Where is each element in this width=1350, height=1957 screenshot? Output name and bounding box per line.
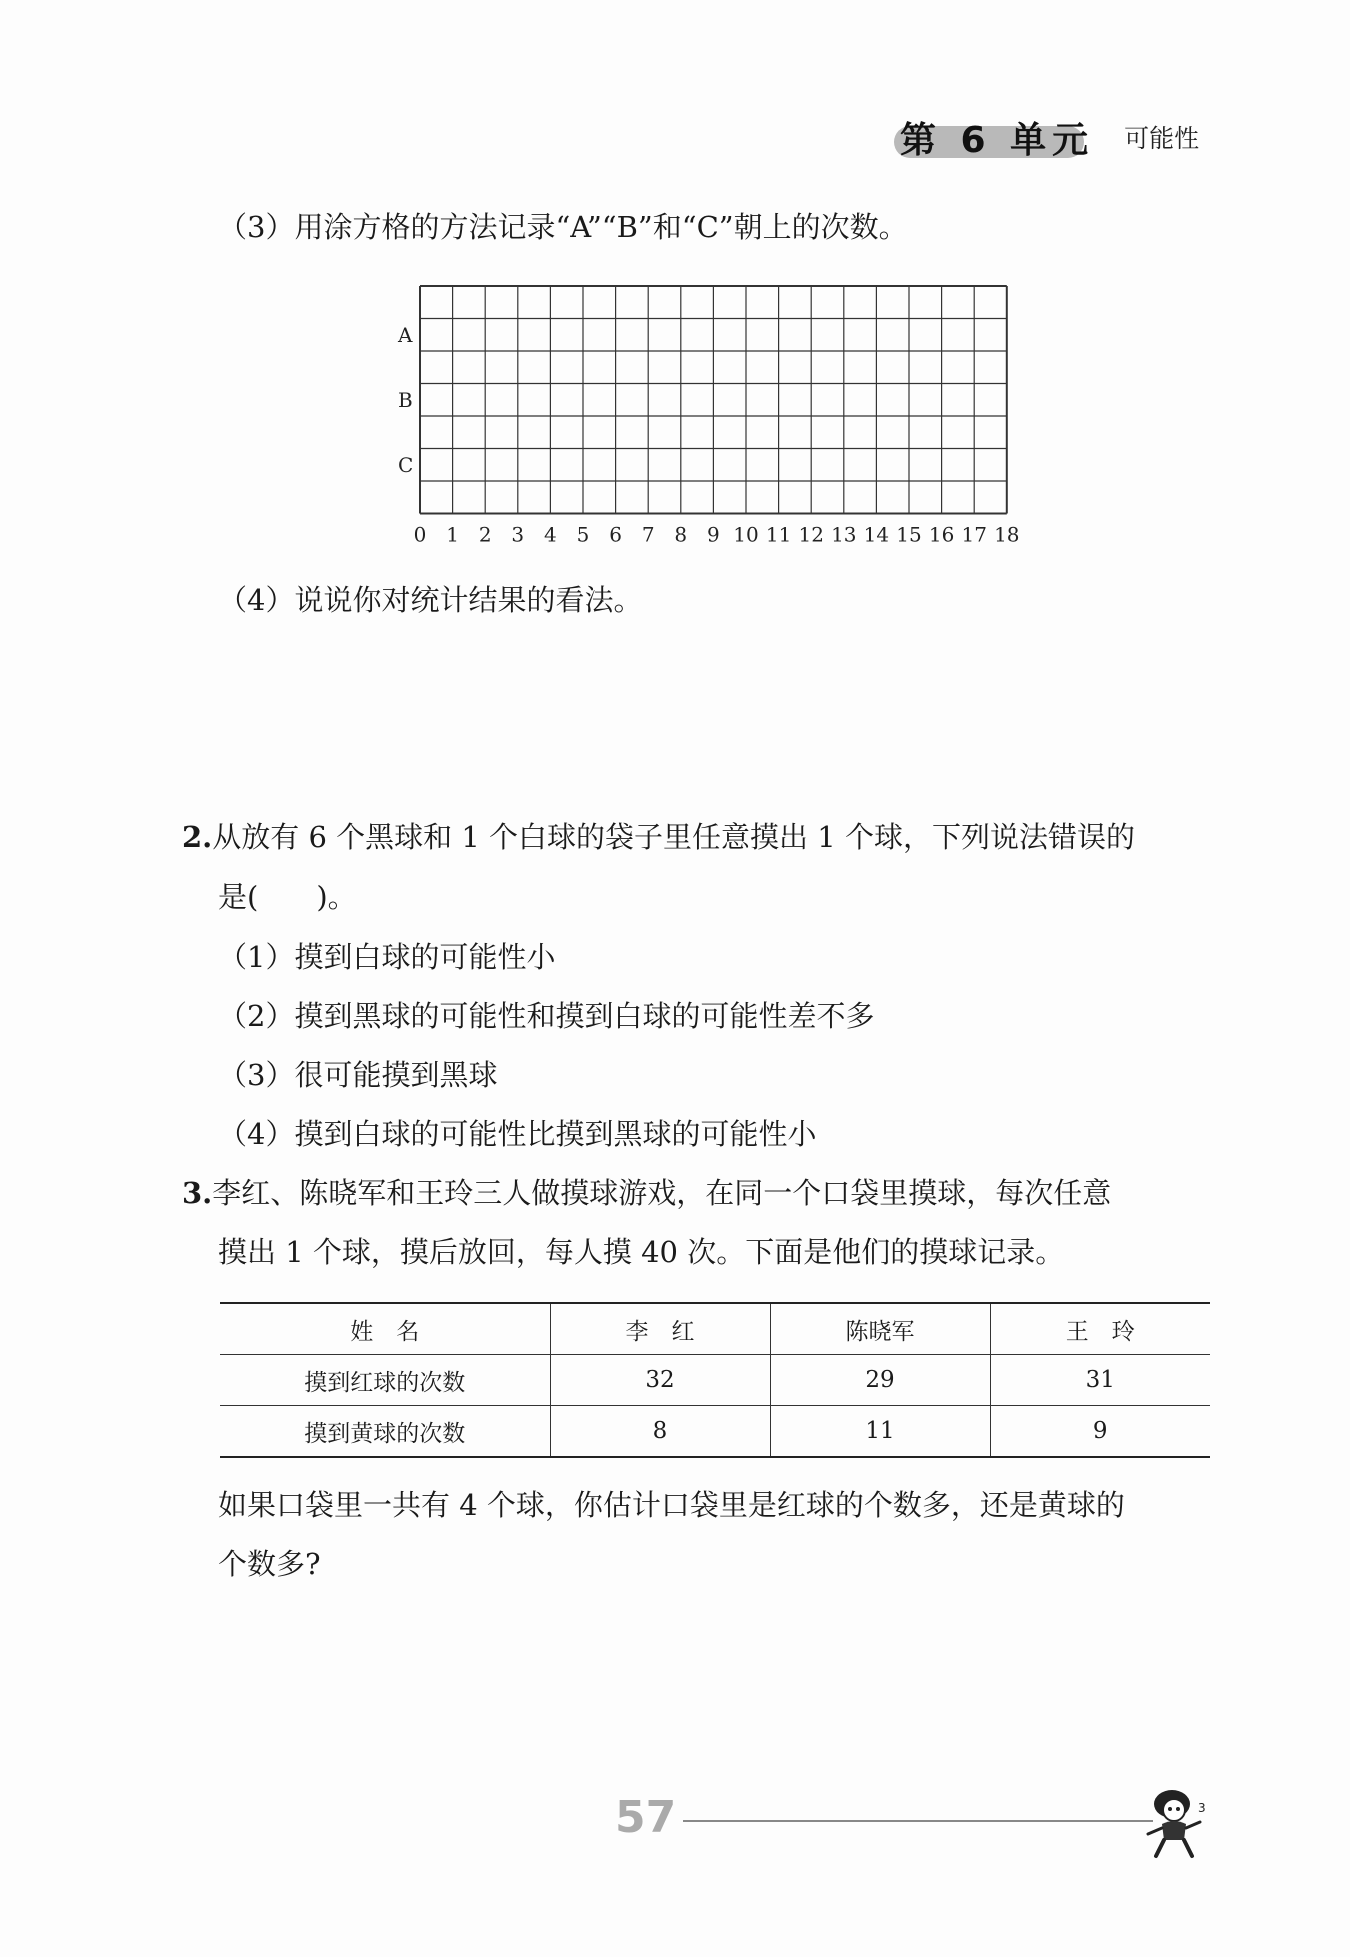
grid-col-label: 9 [707,522,720,547]
q2-text-line2: 是( )。 [218,880,357,914]
table-header-cell: 陈晓军 [770,1303,990,1355]
table-header-cell: 姓 名 [220,1303,550,1355]
grid-col-label: 18 [994,522,1020,547]
tally-grid [390,280,1040,550]
q2-option: （3）很可能摸到黑球 [218,1058,498,1092]
grid-col-label: 16 [928,522,955,547]
table-cell: 11 [770,1406,990,1458]
table-header-cell: 王 玲 [990,1303,1210,1355]
q2-option: （2）摸到黑球的可能性和摸到白球的可能性差不多 [218,999,875,1033]
q2-option: （1）摸到白球的可能性小 [218,940,556,974]
unit-subtitle: 可能性 [1124,124,1200,153]
grid-col-label: 7 [641,522,655,547]
grid-col-label: 3 [511,522,525,547]
q2-option: （4）摸到白球的可能性比摸到黑球的可能性小 [218,1117,817,1151]
table-cell: 摸到红球的次数 [220,1355,550,1406]
table-cell: 摸到黄球的次数 [220,1406,550,1458]
grid-col-label: 11 [765,522,792,547]
grid-col-label: 6 [609,522,622,547]
q2-text-line1: 从放有 6 个黑球和 1 个白球的袋子里任意摸出 1 个球，下列说法错误的 [212,820,1135,854]
q3-text-line2: 摸出 1 个球，摸后放回，每人摸 40 次。下面是他们的摸球记录。 [218,1235,1065,1269]
table-cell: 32 [550,1355,770,1406]
table-header-cell: 李 红 [550,1303,770,1355]
table-header-row [220,1303,1210,1355]
grid-col-label: 15 [896,522,922,547]
q3-number: 3. [182,1176,213,1210]
q1-part3-text: （3）用涂方格的方法记录“A”“B”和“C”朝上的次数。 [218,210,908,244]
grid-row-labels [397,323,413,477]
grid-col-label: 0 [413,522,427,547]
grid-col-label: 1 [446,522,459,547]
grid-col-label: 14 [863,522,890,547]
page-number: 57 [615,1792,677,1843]
grid-row-label: A [398,322,413,347]
grid-row-label: B [398,387,413,412]
q3-line1 [182,1171,1111,1212]
grid-row-label: C [398,452,414,477]
table-row [220,1406,1210,1458]
grid-col-labels [414,523,1020,547]
svg-text:3: 3 [1198,1801,1206,1815]
unit-header [900,112,1199,162]
grid-col-label: 8 [674,522,688,547]
q3-question-line1: 如果口袋里一共有 4 个球，你估计口袋里是红球的个数多，还是黄球的 [218,1488,1125,1522]
q3-question-line2: 个数多? [218,1547,321,1581]
table-row [220,1355,1210,1406]
grid-col-label: 2 [478,522,492,547]
table-cell: 8 [550,1406,770,1458]
q1-part4-text: （4）说说你对统计结果的看法。 [218,583,643,617]
footer-rule [683,1820,1153,1822]
grid-col-label: 5 [576,522,590,547]
q2-number: 2. [182,820,213,854]
table-cell: 9 [990,1406,1210,1458]
grid-lines [420,286,1007,514]
table-cell: 31 [990,1355,1210,1406]
q3-text-line1: 李红、陈晓军和王玲三人做摸球游戏，在同一个口袋里摸球，每次任意 [212,1176,1112,1210]
grid-col-label: 4 [544,522,557,547]
unit-title: 第 6 单元 [900,119,1095,161]
grid-col-label: 12 [798,522,824,547]
grid-col-label: 10 [733,522,759,547]
cartoon-boy-icon [1140,1782,1210,1862]
table-cell: 29 [770,1355,990,1406]
record-table [220,1302,1210,1458]
grid-col-label: 17 [961,522,987,547]
q2-line1 [182,815,1135,856]
grid-col-label: 13 [831,522,857,547]
